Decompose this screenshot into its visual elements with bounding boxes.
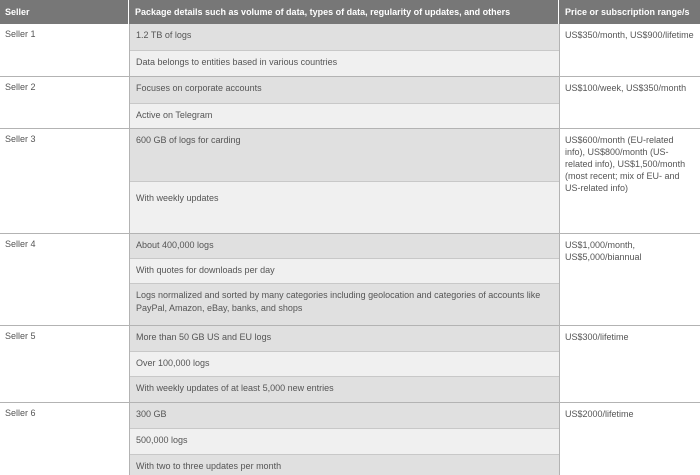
seller-name: Seller 1 — [5, 29, 36, 39]
price-cell: US$350/month, US$900/lifetime — [565, 30, 694, 40]
detail-item: With weekly updates — [130, 181, 559, 233]
package-details — [130, 234, 559, 325]
detail-item: 1.2 TB of logs — [130, 24, 559, 50]
detail-item: Over 100,000 logs — [130, 351, 559, 376]
header-seller: Seller — [0, 0, 129, 24]
detail-item: Focuses on corporate accounts — [130, 77, 559, 103]
table-header — [0, 0, 700, 24]
table-row-seller-4 — [0, 234, 700, 326]
package-details — [130, 326, 559, 402]
seller-name: Seller 2 — [5, 82, 36, 92]
detail-item: Logs normalized and sorted by many categories including geolocation and categories of accounts like PayPal, Amazon, eBay, banks, and shops — [130, 283, 559, 325]
table-row-seller-1 — [0, 24, 700, 77]
package-details — [130, 129, 559, 233]
price-cell: US$600/month (EU-related info), US$800/month (US-related info), US$1,500/month (most recent; mix of EU- and US-related info) — [565, 135, 686, 193]
detail-item: About 400,000 logs — [130, 234, 559, 258]
detail-item: With quotes for downloads per day — [130, 258, 559, 283]
header-package-details: Package details such as volume of data, types of data, regularity of updates, and others — [130, 0, 559, 24]
detail-item: 600 GB of logs for carding — [130, 129, 559, 181]
header-price: Price or subscription range/s — [565, 7, 690, 17]
seller-name: Seller 5 — [5, 331, 36, 341]
detail-item: 300 GB — [130, 403, 559, 428]
column-divider — [129, 24, 130, 475]
price-cell: US$100/week, US$350/month — [565, 83, 687, 93]
seller-name: Seller 4 — [5, 239, 36, 249]
seller-name: Seller 6 — [5, 408, 36, 418]
table-row-seller-5 — [0, 326, 700, 403]
package-details — [130, 77, 559, 128]
detail-item: With weekly updates of at least 5,000 new entries — [130, 376, 559, 402]
seller-name: Seller 3 — [5, 134, 36, 144]
price-cell: US$1,000/month, US$5,000/biannual — [565, 240, 642, 262]
detail-item: With two to three updates per month — [130, 454, 559, 475]
detail-item: More than 50 GB US and EU logs — [130, 326, 559, 351]
package-details — [130, 24, 559, 76]
table-row-seller-2 — [0, 77, 700, 129]
table-row-seller-6 — [0, 403, 700, 475]
column-divider — [559, 24, 560, 475]
price-cell: US$300/lifetime — [565, 332, 629, 342]
detail-item: Active on Telegram — [130, 103, 559, 128]
detail-item: 500,000 logs — [130, 428, 559, 454]
price-cell: US$2000/lifetime — [565, 409, 634, 419]
detail-item: Data belongs to entities based in various countries — [130, 50, 559, 76]
package-details — [130, 403, 559, 475]
table-row-seller-3 — [0, 129, 700, 234]
